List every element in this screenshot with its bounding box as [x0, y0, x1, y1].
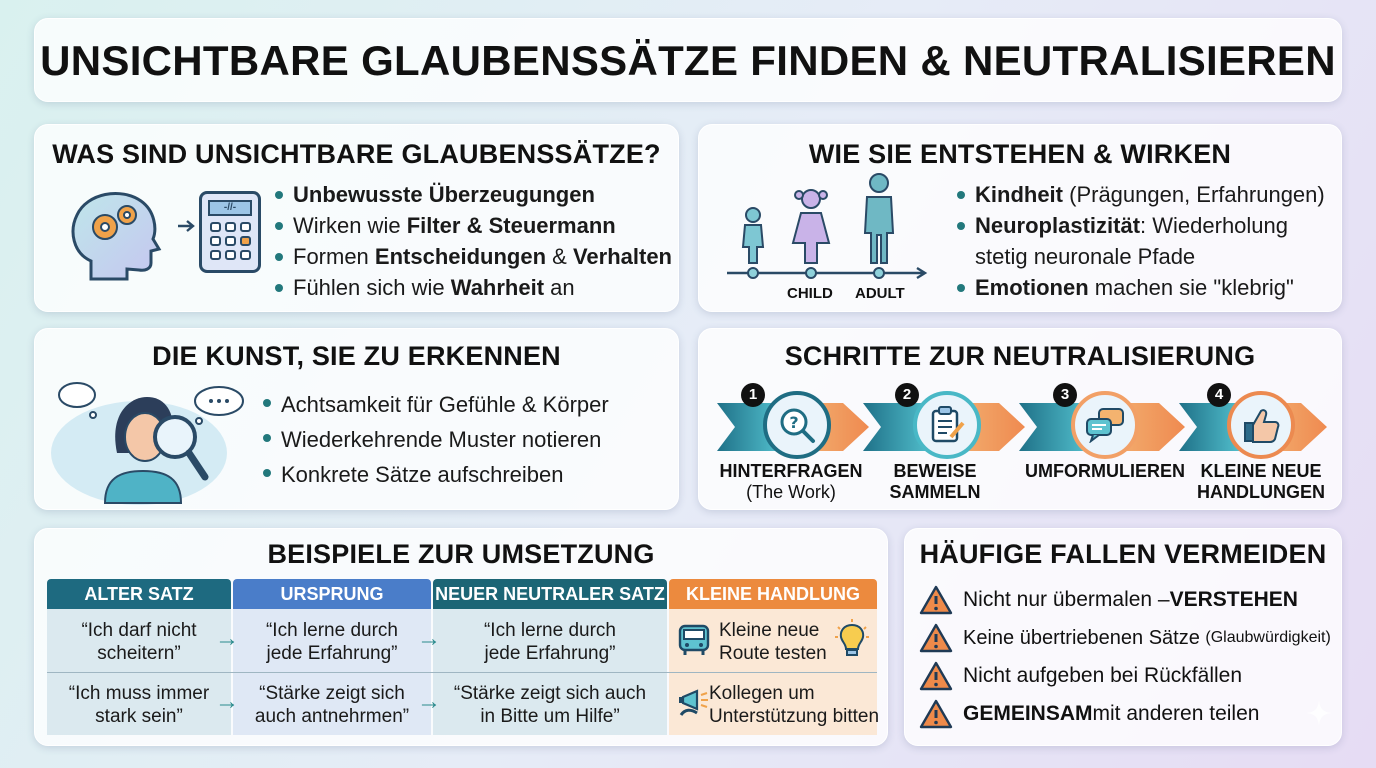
thumbs-up-icon [1241, 405, 1281, 445]
head-gears-icon [61, 179, 171, 289]
list-item: Achtsamkeit für Gefühle & Körper [261, 387, 609, 422]
step-4-label: KLEINE NEUE HANDLUNGEN [1197, 461, 1325, 502]
what-card [34, 124, 679, 312]
traps-card [904, 528, 1342, 746]
step-2-number: 2 [895, 383, 919, 407]
list-item: Kindheit (Prägungen, Erfahrungen) [955, 179, 1325, 210]
how-card [698, 124, 1342, 312]
examples-heading: BEISPIELE ZUR UMSETZUNG [267, 539, 655, 569]
arrow-right-icon [177, 219, 197, 233]
warning-icon [919, 585, 953, 615]
clipboard-icon [929, 405, 965, 445]
list-item: Fühlen sich wie Wahrheit an [273, 272, 672, 303]
megaphone-hand-icon [677, 685, 711, 719]
step-3-number: 3 [1053, 383, 1077, 407]
header-origin: URSPRUNG [233, 579, 431, 609]
list-item: Nicht aufgeben bei Rückfällen [919, 661, 1242, 691]
list-item: Unbewusste Überzeugungen [273, 179, 672, 210]
list-item: Emotionen machen sie "klebrig" [955, 272, 1325, 303]
how-bullet-list [955, 179, 1325, 303]
person-magnifier-icon [49, 375, 249, 505]
step-1-number: 1 [741, 383, 765, 407]
arrow-right-icon: → [215, 688, 239, 715]
cell-action: Kleine neue Route testen [719, 620, 827, 664]
bus-icon [677, 623, 711, 657]
cell-old: “Ich darf nicht scheitern” [81, 620, 197, 664]
traps-heading: HÄUFIGE FALLEN VERMEIDEN [919, 539, 1327, 569]
cell-origin: “Ich lerne durch jede Erfahrung” [265, 620, 398, 664]
step-1-label: HINTERFRAGEN (The Work) [719, 461, 863, 502]
list-item: Wirken wie Filter & Steuermann [273, 210, 672, 241]
list-item: Formen Entscheidungen & Verhalten [273, 241, 672, 272]
adult-label: ADULT [855, 285, 905, 302]
calculator-display: -//- [208, 200, 252, 216]
list-item: Nicht nur übermalen – VERSTEHEN [919, 585, 1298, 615]
question-magnifier-icon [777, 405, 817, 445]
growth-timeline-icon [723, 173, 933, 303]
what-heading: WAS SIND UNSICHTBARE GLAUBENSSÄTZE? [52, 139, 661, 169]
art-heading: DIE KUNST, SIE ZU ERKENNEN [152, 341, 561, 371]
art-bullet-list [261, 387, 609, 492]
arrow-right-icon: → [417, 688, 441, 715]
art-card [34, 328, 679, 510]
cell-action: Kollegen um Unterstützung bitten [709, 683, 880, 727]
warning-icon [919, 661, 953, 691]
how-heading: WIE SIE ENTSTEHEN & WIRKEN [808, 139, 1232, 169]
arrow-right-icon: → [215, 625, 239, 652]
header-old: ALTER SATZ [47, 579, 231, 609]
list-item: Wiederkehrende Muster notieren [261, 422, 609, 457]
cell-origin: “Stärke zeigt sich auch antnehrmen” [254, 683, 410, 727]
title-card [34, 18, 1342, 102]
list-item: Konkrete Sätze aufschreiben [261, 457, 609, 492]
cell-new: “Ich lerne durch jede Erfahrung” [483, 620, 616, 664]
cell-new: “Stärke zeigt sich auch in Bitte um Hilfe” [453, 683, 647, 727]
step-3-label: UMFORMULIEREN [1025, 461, 1185, 481]
steps-heading: SCHRITTE ZUR NEUTRALISIERUNG [784, 341, 1256, 371]
arrow-right-icon: → [417, 625, 441, 652]
speech-bubbles-icon [1085, 407, 1125, 443]
header-action: KLEINE HANDLUNG [669, 579, 877, 609]
child-label: CHILD [787, 285, 833, 302]
warning-icon [919, 699, 953, 729]
step-2-label: BEWEISE SAMMELN [889, 461, 981, 502]
svg-text:?: ? [789, 413, 799, 432]
examples-card [34, 528, 888, 746]
sparkle-icon [1304, 698, 1334, 728]
what-bullet-list [273, 179, 672, 303]
calculator-icon [199, 191, 261, 273]
warning-icon [919, 623, 953, 653]
lightbulb-icon [835, 619, 869, 659]
header-new: NEUER NEUTRALER SATZ [433, 579, 667, 609]
step-4-number: 4 [1207, 383, 1231, 407]
steps-card [698, 328, 1342, 510]
list-item: GEMEINSAM mit anderen teilen [919, 699, 1259, 729]
list-item: Neuroplastizität: Wiederholung stetig neuronale Pfade [955, 210, 1325, 272]
page-title: UNSICHTBARE GLAUBENSSÄTZE FINDEN & NEUTRALISIEREN [40, 37, 1336, 84]
cell-old: “Ich muss immer stark sein” [68, 683, 210, 727]
list-item: Keine übertriebenen Sätze (Glaubwürdigkeit) [919, 623, 1331, 653]
